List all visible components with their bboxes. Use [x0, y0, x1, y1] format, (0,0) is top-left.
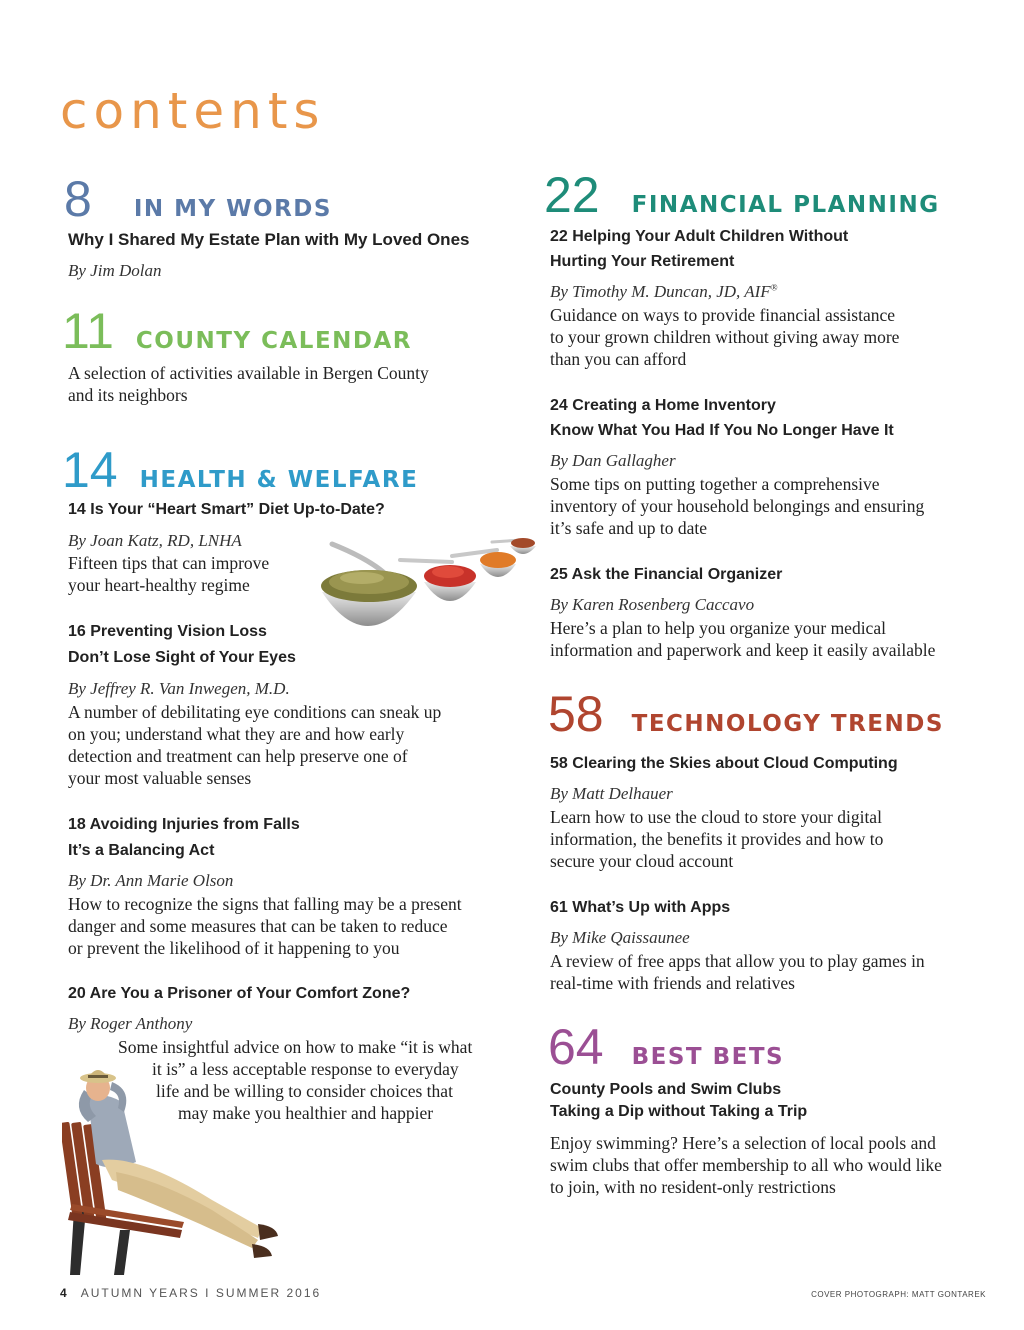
article-description: Enjoy swimming? Here’s a selection of local pools and swim clubs that offer membership to all who would like to join, with no resident-only restrictions	[550, 1133, 942, 1197]
section-title: BEST BETS	[631, 1044, 785, 1070]
article-byline: By Dr. Ann Marie Olson	[68, 871, 234, 890]
article-byline: By Dan Gallagher	[550, 451, 676, 470]
article-subtitle: Hurting Your Retirement	[550, 253, 735, 270]
article-title[interactable]: 14 Is Your “Heart Smart” Diet Up-to-Date?	[68, 501, 385, 518]
section-title: HEALTH & WELFARE	[139, 467, 419, 493]
article-title[interactable]: 61 What’s Up with Apps	[550, 899, 731, 916]
article-byline: By Jim Dolan	[68, 261, 162, 280]
article-title[interactable]: 25 Ask the Financial Organizer	[550, 566, 783, 583]
article-title[interactable]: 16 Preventing Vision Loss	[68, 623, 267, 640]
section-county-calendar	[62, 303, 413, 359]
section-best-bets	[548, 1019, 785, 1075]
article-description: Learn how to use the cloud to store your digital information, the benefits it provides and how to secure your cloud account	[550, 807, 884, 871]
article-byline: By Mike Qaissaunee	[550, 928, 690, 947]
article-description: Here’s a plan to help you organize your medical information and paperwork and keep it easily available	[550, 618, 936, 660]
article-title[interactable]: 18 Avoiding Injuries from Falls	[68, 816, 300, 833]
article-description: A review of free apps that allow you to play games in real-time with friends and relatives	[550, 951, 925, 993]
section-title: FINANCIAL PLANNING	[631, 192, 940, 218]
article-description: Guidance on ways to provide financial assistance to your grown children without giving away more than you can afford	[550, 305, 900, 369]
article-description: Fifteen tips that can improve your heart-healthy regime	[68, 553, 270, 595]
page-number: 4	[60, 1286, 67, 1300]
cover-photo-credit: COVER PHOTOGRAPH: MATT GONTAREK	[811, 1290, 986, 1299]
article-subtitle: Taking a Dip without Taking a Trip	[550, 1103, 808, 1120]
section-number: 58	[548, 686, 604, 742]
article-title[interactable]: 20 Are You a Prisoner of Your Comfort Zone?	[68, 985, 411, 1002]
section-title: COUNTY CALENDAR	[135, 328, 413, 354]
article-description: Some tips on putting together a comprehensive inventory of your household belongings and ensuring it’s safe and up to date	[550, 474, 925, 538]
section-description: A selection of activities available in Bergen County and its neighbors	[68, 363, 429, 405]
spice-spoons-image	[312, 520, 542, 642]
article-title[interactable]: Why I Shared My Estate Plan with My Loved Ones	[68, 230, 470, 249]
article-byline: By Timothy M. Duncan, JD, AIF®	[550, 282, 778, 301]
section-health-welfare	[62, 442, 419, 498]
article-title[interactable]: 22 Helping Your Adult Children Without	[550, 228, 849, 245]
section-financial-planning	[544, 167, 940, 223]
man-on-bench-image	[62, 1060, 282, 1280]
article-subtitle: Don’t Lose Sight of Your Eyes	[68, 649, 296, 666]
article-title[interactable]: 58 Clearing the Skies about Cloud Computing	[550, 755, 898, 772]
publication-name: AUTUMN YEARS I SUMMER 2016	[80, 1286, 322, 1300]
section-number: 22	[544, 167, 600, 223]
article-byline: By Roger Anthony	[68, 1014, 193, 1033]
footer-publication	[60, 1286, 321, 1300]
article-description: Some insightful advice on how to make “it is what it is” a less acceptable response to everyday life and be willing to consider choices that may make you healthier and happier	[118, 1037, 473, 1123]
article-byline: By Karen Rosenberg Caccavo	[550, 595, 755, 614]
section-number: 14	[62, 442, 118, 498]
section-technology-trends	[548, 686, 944, 742]
article-title[interactable]: County Pools and Swim Clubs	[550, 1081, 782, 1098]
article-title[interactable]: 24 Creating a Home Inventory	[550, 397, 776, 414]
article-subtitle: Know What You Had If You No Longer Have It	[550, 422, 894, 439]
page-title: contents	[60, 82, 326, 140]
article-description: How to recognize the signs that falling may be a present danger and some measures that can be taken to reduce or prevent the likelihood of it happening to you	[68, 894, 462, 958]
section-in-my-words	[64, 171, 332, 227]
article-byline: By Matt Delhauer	[550, 784, 673, 803]
section-title: IN MY WORDS	[133, 196, 332, 222]
section-number: 8	[64, 171, 92, 227]
article-description: A number of debilitating eye conditions can sneak up on you; understand what they are and how early detection and treatment can help preserve one of your most valuable senses	[68, 702, 442, 788]
article-byline: By Joan Katz, RD, LNHA	[68, 531, 242, 550]
section-title: TECHNOLOGY TRENDS	[631, 711, 944, 737]
article-byline: By Jeffrey R. Van Inwegen, M.D.	[68, 679, 290, 698]
section-number: 11	[62, 303, 114, 359]
section-number: 64	[548, 1019, 604, 1075]
article-subtitle: It’s a Balancing Act	[68, 842, 215, 859]
